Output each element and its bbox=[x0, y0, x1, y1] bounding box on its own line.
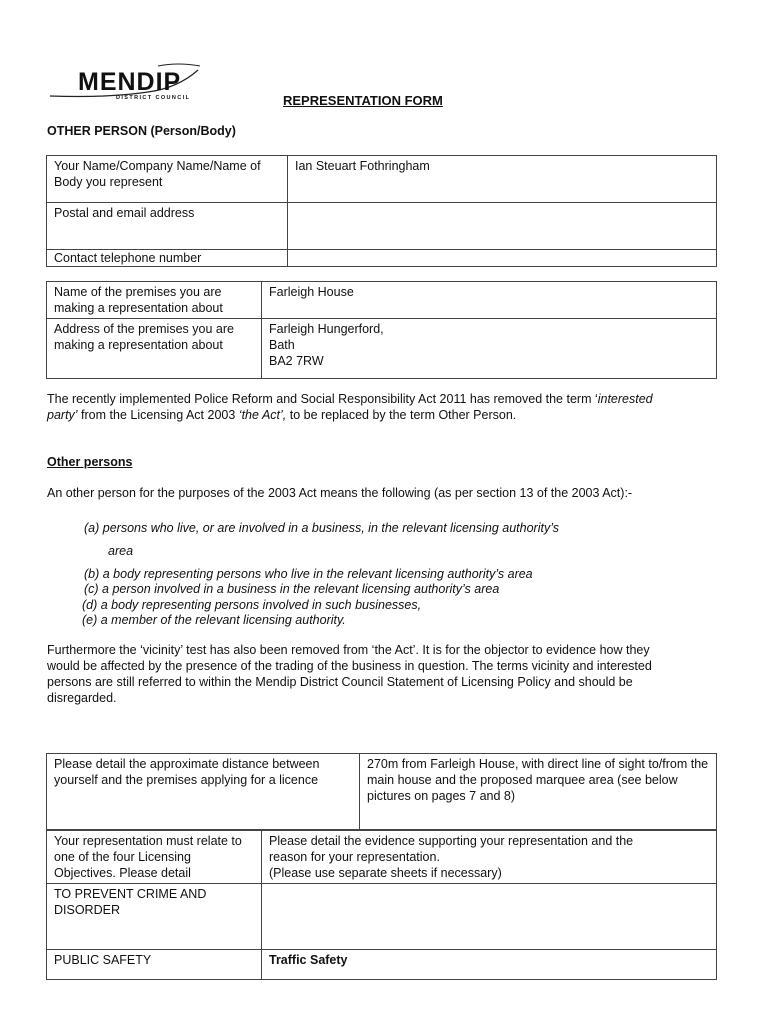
distance-value[interactable]: 270m from Farleigh House, with direct line of sight to/from the main house and the proposed marquee area (see below pictures on pages 7 and 8) bbox=[360, 754, 717, 830]
section-subhead: OTHER PERSON (Person/Body) bbox=[47, 124, 236, 138]
crime-disorder-label: TO PREVENT CRIME AND DISORDER bbox=[47, 884, 262, 950]
list-item: area bbox=[108, 544, 134, 558]
intro-text: to be replaced by the term Other Person. bbox=[286, 408, 517, 422]
premises-name-label: Name of the premises you are making a representation about bbox=[47, 282, 262, 319]
table-row bbox=[47, 282, 717, 319]
objectives-header-label: Your representation must relate to one of the four Licensing Objectives. Please detail bbox=[47, 831, 262, 884]
table-row bbox=[47, 884, 717, 950]
table-row bbox=[47, 319, 717, 379]
evidence-header-line: (Please use separate sheets if necessary) bbox=[269, 866, 502, 880]
premises-address-label: Address of the premises you are making a representation about bbox=[47, 319, 262, 379]
table-row bbox=[47, 156, 717, 203]
other-persons-heading: Other persons bbox=[47, 455, 133, 469]
list-item: (e) a member of the relevant licensing authority. bbox=[82, 613, 346, 627]
table-row bbox=[47, 950, 717, 980]
name-label: Your Name/Company Name/Name of Body you represent bbox=[47, 156, 288, 203]
list-item: (d) a body representing persons involved in such businesses, bbox=[82, 598, 422, 612]
list-item: (a) persons who live, or are involved in a business, in the relevant licensing authority’s bbox=[84, 521, 560, 535]
evidence-header-line: Please detail the evidence supporting your representation and the bbox=[269, 834, 634, 848]
intro-text: from the Licensing Act 2003 bbox=[77, 408, 239, 422]
crime-disorder-value[interactable] bbox=[262, 884, 717, 950]
premises-address-value[interactable] bbox=[262, 319, 717, 379]
council-logo bbox=[48, 62, 208, 108]
premises-name-value[interactable]: Farleigh House bbox=[262, 282, 717, 319]
public-safety-value[interactable]: Traffic Safety bbox=[262, 950, 717, 980]
distance-table bbox=[46, 753, 717, 830]
address-value[interactable] bbox=[288, 203, 717, 250]
public-safety-label: PUBLIC SAFETY bbox=[47, 950, 262, 980]
intro-paragraph bbox=[47, 391, 667, 423]
address-line: Farleigh Hungerford, bbox=[269, 322, 384, 336]
list-item: (b) a body representing persons who live in the relevant licensing authority’s area bbox=[84, 567, 533, 581]
telephone-label: Contact telephone number bbox=[47, 250, 288, 267]
evidence-header-line: reason for your representation. bbox=[269, 850, 440, 864]
distance-label: Please detail the approximate distance between yourself and the premises applying for a licence bbox=[47, 754, 360, 830]
name-value[interactable]: Ian Steuart Fothringham bbox=[288, 156, 717, 203]
table-row bbox=[47, 831, 717, 884]
telephone-value[interactable] bbox=[288, 250, 717, 267]
intro-text: The recently implemented Police Reform and Social Responsibility Act 2011 has removed the term ‘ bbox=[47, 392, 598, 406]
objectives-table bbox=[46, 830, 717, 980]
table-row bbox=[47, 754, 717, 830]
table-row bbox=[47, 203, 717, 250]
intro-italic-act: ‘the Act’, bbox=[238, 408, 287, 422]
form-title: REPRESENTATION FORM bbox=[283, 93, 443, 108]
contact-table bbox=[46, 155, 717, 267]
logo-subtitle: DISTRICT COUNCIL bbox=[116, 95, 191, 101]
logo-wordmark: MENDIP bbox=[78, 68, 182, 96]
table-row bbox=[47, 250, 717, 267]
address-line: BA2 7RW bbox=[269, 354, 324, 368]
evidence-header bbox=[262, 831, 717, 884]
other-persons-lead: An other person for the purposes of the 2003 Act means the following (as per section 13 of the 2003 Act):- bbox=[47, 486, 633, 500]
premises-table bbox=[46, 281, 717, 379]
address-label: Postal and email address bbox=[47, 203, 288, 250]
intro-italic-term: interested party’ bbox=[47, 392, 653, 422]
list-item: (c) a person involved in a business in the relevant licensing authority’s area bbox=[84, 582, 500, 596]
furthermore-paragraph: Furthermore the ‘vicinity’ test has also been removed from ‘the Act’. It is for the objector to evidence how they would be affected by the presence of the trading of the business in question. The terms vicinity and interested persons are still referred to within the Mendip District Council Statement of Licensing Policy and should be disregarded. bbox=[47, 643, 652, 705]
address-line: Bath bbox=[269, 338, 295, 352]
